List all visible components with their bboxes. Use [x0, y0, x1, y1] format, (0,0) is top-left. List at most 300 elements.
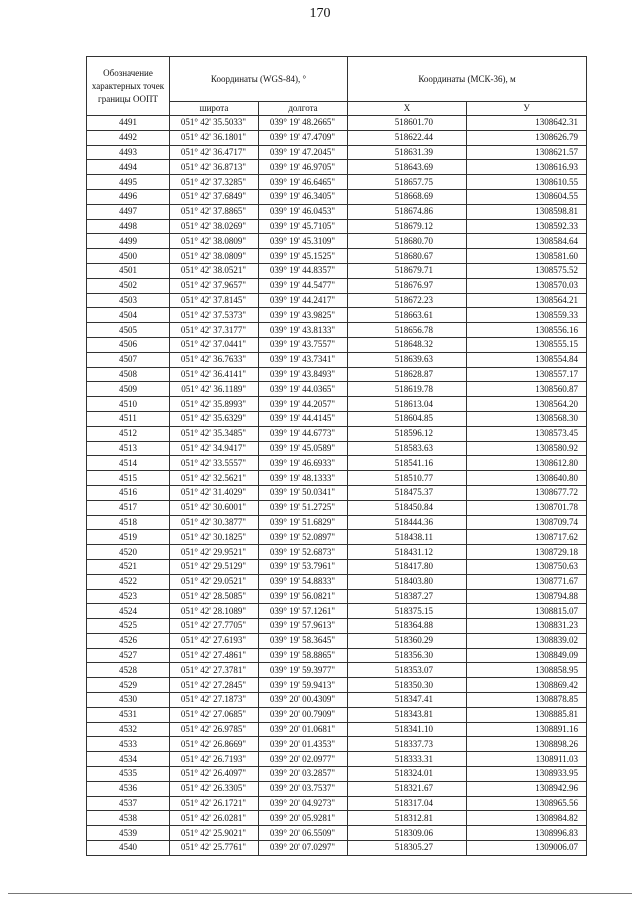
- table-body: [87, 116, 587, 856]
- x-cell: 518622.44: [348, 130, 467, 145]
- longitude-cell: 039° 19' 51.6829": [259, 515, 348, 530]
- x-cell: 518364.88: [348, 619, 467, 634]
- y-cell: 1308598.81: [467, 204, 587, 219]
- latitude-cell: 051° 42' 36.8713": [170, 160, 259, 175]
- x-cell: 518431.12: [348, 545, 467, 560]
- table-row: [87, 633, 587, 648]
- latitude-cell: 051° 42' 26.8669": [170, 737, 259, 752]
- latitude-cell: 051° 42' 38.0269": [170, 219, 259, 234]
- table-row: [87, 841, 587, 856]
- y-cell: 1308729.18: [467, 545, 587, 560]
- x-cell: 518656.78: [348, 323, 467, 338]
- table-row: [87, 323, 587, 338]
- longitude-cell: 039° 19' 43.7557": [259, 337, 348, 352]
- table-row: [87, 397, 587, 412]
- longitude-cell: 039° 19' 44.8357": [259, 263, 348, 278]
- latitude-cell: 051° 42' 36.1189": [170, 382, 259, 397]
- latitude-cell: 051° 42' 31.4029": [170, 485, 259, 500]
- y-cell: 1308849.09: [467, 648, 587, 663]
- x-cell: 518438.11: [348, 530, 467, 545]
- y-cell: 1308581.60: [467, 249, 587, 264]
- latitude-cell: 051° 42' 30.6001": [170, 500, 259, 515]
- point-id-cell: 4495: [87, 175, 170, 190]
- latitude-cell: 051° 42' 37.8145": [170, 293, 259, 308]
- point-id-cell: 4494: [87, 160, 170, 175]
- x-cell: 518601.70: [348, 116, 467, 131]
- longitude-cell: 039° 19' 45.3109": [259, 234, 348, 249]
- table-row: [87, 204, 587, 219]
- table-row: [87, 219, 587, 234]
- latitude-cell: 051° 42' 29.0521": [170, 574, 259, 589]
- longitude-cell: 039° 20' 01.0681": [259, 722, 348, 737]
- point-id-cell: 4533: [87, 737, 170, 752]
- table-row: [87, 752, 587, 767]
- y-cell: 1308564.21: [467, 293, 587, 308]
- x-cell: 518680.70: [348, 234, 467, 249]
- longitude-cell: 039° 19' 46.6933": [259, 456, 348, 471]
- longitude-cell: 039° 19' 45.1525": [259, 249, 348, 264]
- longitude-cell: 039° 19' 44.5477": [259, 278, 348, 293]
- x-cell: 518324.01: [348, 767, 467, 782]
- point-id-cell: 4539: [87, 826, 170, 841]
- y-cell: 1308580.92: [467, 441, 587, 456]
- latitude-cell: 051° 42' 27.1873": [170, 693, 259, 708]
- table-row: [87, 426, 587, 441]
- x-cell: 518663.61: [348, 308, 467, 323]
- x-cell: 518341.10: [348, 722, 467, 737]
- y-cell: 1308556.16: [467, 323, 587, 338]
- x-cell: 518347.41: [348, 693, 467, 708]
- longitude-cell: 039° 19' 52.0897": [259, 530, 348, 545]
- table-row: [87, 559, 587, 574]
- y-cell: 1308557.17: [467, 367, 587, 382]
- table-row: [87, 411, 587, 426]
- x-cell: 518541.16: [348, 456, 467, 471]
- longitude-cell: 039° 19' 57.1261": [259, 604, 348, 619]
- latitude-cell: 051° 42' 26.1721": [170, 796, 259, 811]
- latitude-cell: 051° 42' 27.4861": [170, 648, 259, 663]
- longitude-cell: 039° 19' 44.4145": [259, 411, 348, 426]
- latitude-cell: 051° 42' 34.9417": [170, 441, 259, 456]
- point-id-cell: 4511: [87, 411, 170, 426]
- table-row: [87, 175, 587, 190]
- longitude-cell: 039° 19' 56.0821": [259, 589, 348, 604]
- y-cell: 1308933.95: [467, 767, 587, 782]
- x-cell: 518305.27: [348, 841, 467, 856]
- table-row: [87, 249, 587, 264]
- longitude-cell: 039° 19' 44.6773": [259, 426, 348, 441]
- latitude-cell: 051° 42' 35.5033": [170, 116, 259, 131]
- point-id-cell: 4520: [87, 545, 170, 560]
- y-cell: 1308612.80: [467, 456, 587, 471]
- point-id-cell: 4538: [87, 811, 170, 826]
- y-cell: 1308831.23: [467, 619, 587, 634]
- x-cell: 518674.86: [348, 204, 467, 219]
- y-cell: 1308554.84: [467, 352, 587, 367]
- x-cell: 518360.29: [348, 633, 467, 648]
- point-id-cell: 4517: [87, 500, 170, 515]
- longitude-cell: 039° 19' 52.6873": [259, 545, 348, 560]
- y-cell: 1308626.79: [467, 130, 587, 145]
- longitude-cell: 039° 19' 46.9705": [259, 160, 348, 175]
- table-row: [87, 811, 587, 826]
- latitude-cell: 051° 42' 27.3781": [170, 663, 259, 678]
- table-row: [87, 485, 587, 500]
- longitude-cell: 039° 19' 47.2045": [259, 145, 348, 160]
- point-id-cell: 4507: [87, 352, 170, 367]
- point-id-cell: 4530: [87, 693, 170, 708]
- x-cell: 518613.04: [348, 397, 467, 412]
- table-row: [87, 767, 587, 782]
- latitude-cell: 051° 42' 26.0281": [170, 811, 259, 826]
- point-id-cell: 4519: [87, 530, 170, 545]
- point-id-cell: 4536: [87, 781, 170, 796]
- y-cell: 1308709.74: [467, 515, 587, 530]
- y-cell: 1308592.33: [467, 219, 587, 234]
- point-id-cell: 4513: [87, 441, 170, 456]
- page-number: 170: [309, 6, 331, 21]
- latitude-cell: 051° 42' 26.7193": [170, 752, 259, 767]
- y-cell: 1308717.62: [467, 530, 587, 545]
- point-id-cell: 4528: [87, 663, 170, 678]
- point-id-cell: 4522: [87, 574, 170, 589]
- longitude-header: долгота: [259, 102, 348, 116]
- x-cell: 518343.81: [348, 707, 467, 722]
- y-cell: 1308604.55: [467, 189, 587, 204]
- table-row: [87, 693, 587, 708]
- latitude-cell: 051° 42' 29.5129": [170, 559, 259, 574]
- x-cell: 518444.36: [348, 515, 467, 530]
- y-cell: 1309006.07: [467, 841, 587, 856]
- point-id-cell: 4515: [87, 471, 170, 486]
- y-cell: 1308555.15: [467, 337, 587, 352]
- wgs84-column-header: Координаты (WGS-84), °: [170, 57, 348, 102]
- latitude-cell: 051° 42' 26.3305": [170, 781, 259, 796]
- latitude-cell: 051° 42' 27.6193": [170, 633, 259, 648]
- longitude-cell: 039° 19' 58.8865": [259, 648, 348, 663]
- longitude-cell: 039° 20' 02.0977": [259, 752, 348, 767]
- x-cell: 518350.30: [348, 678, 467, 693]
- table-row: [87, 456, 587, 471]
- x-cell: 518321.67: [348, 781, 467, 796]
- point-id-cell: 4500: [87, 249, 170, 264]
- point-id-cell: 4491: [87, 116, 170, 131]
- latitude-cell: 051° 42' 35.3485": [170, 426, 259, 441]
- table-row: [87, 352, 587, 367]
- y-cell: 1308575.52: [467, 263, 587, 278]
- table-row: [87, 663, 587, 678]
- latitude-cell: 051° 42' 37.9657": [170, 278, 259, 293]
- point-id-cell: 4514: [87, 456, 170, 471]
- msk36-column-header: Координаты (МСК-36), м: [348, 57, 587, 102]
- y-cell: 1308642.31: [467, 116, 587, 131]
- latitude-cell: 051° 42' 37.6849": [170, 189, 259, 204]
- table-row: [87, 515, 587, 530]
- table-row: [87, 337, 587, 352]
- longitude-cell: 039° 20' 03.7537": [259, 781, 348, 796]
- point-id-cell: 4492: [87, 130, 170, 145]
- point-id-cell: 4526: [87, 633, 170, 648]
- x-cell: 518604.85: [348, 411, 467, 426]
- latitude-cell: 051° 42' 29.9521": [170, 545, 259, 560]
- table-row: [87, 545, 587, 560]
- table-row: [87, 308, 587, 323]
- longitude-cell: 039° 19' 43.9825": [259, 308, 348, 323]
- latitude-cell: 051° 42' 36.4717": [170, 145, 259, 160]
- latitude-cell: 051° 42' 35.6329": [170, 411, 259, 426]
- longitude-cell: 039° 19' 54.8833": [259, 574, 348, 589]
- latitude-cell: 051° 42' 26.4097": [170, 767, 259, 782]
- table-row: [87, 234, 587, 249]
- y-cell: 1308965.56: [467, 796, 587, 811]
- latitude-cell: 051° 42' 28.5085": [170, 589, 259, 604]
- point-id-cell: 4498: [87, 219, 170, 234]
- x-cell: 518375.15: [348, 604, 467, 619]
- table-row: [87, 367, 587, 382]
- x-header: X: [348, 102, 467, 116]
- point-id-cell: 4532: [87, 722, 170, 737]
- longitude-cell: 039° 19' 51.2725": [259, 500, 348, 515]
- x-cell: 518510.77: [348, 471, 467, 486]
- table-row: [87, 707, 587, 722]
- table-row: [87, 574, 587, 589]
- latitude-cell: 051° 42' 33.5557": [170, 456, 259, 471]
- point-id-cell: 4493: [87, 145, 170, 160]
- x-cell: 518619.78: [348, 382, 467, 397]
- y-cell: 1308858.95: [467, 663, 587, 678]
- point-id-cell: 4524: [87, 604, 170, 619]
- longitude-cell: 039° 19' 58.3645": [259, 633, 348, 648]
- x-cell: 518309.06: [348, 826, 467, 841]
- longitude-cell: 039° 19' 47.4709": [259, 130, 348, 145]
- latitude-cell: 051° 42' 36.1801": [170, 130, 259, 145]
- point-id-cell: 4531: [87, 707, 170, 722]
- y-cell: 1308621.57: [467, 145, 587, 160]
- y-cell: 1308559.33: [467, 308, 587, 323]
- x-cell: 518353.07: [348, 663, 467, 678]
- latitude-cell: 051° 42' 38.0809": [170, 234, 259, 249]
- table-row: [87, 737, 587, 752]
- table-row: [87, 293, 587, 308]
- x-cell: 518639.63: [348, 352, 467, 367]
- y-cell: 1308701.78: [467, 500, 587, 515]
- table-row: [87, 500, 587, 515]
- table-row: [87, 781, 587, 796]
- point-id-cell: 4518: [87, 515, 170, 530]
- x-cell: 518643.69: [348, 160, 467, 175]
- table-row: [87, 530, 587, 545]
- y-cell: 1308891.16: [467, 722, 587, 737]
- point-id-cell: 4527: [87, 648, 170, 663]
- y-cell: 1308568.30: [467, 411, 587, 426]
- latitude-cell: 051° 42' 30.1825": [170, 530, 259, 545]
- longitude-cell: 039° 19' 45.7105": [259, 219, 348, 234]
- point-id-cell: 4503: [87, 293, 170, 308]
- x-cell: 518679.71: [348, 263, 467, 278]
- latitude-cell: 051° 42' 30.3877": [170, 515, 259, 530]
- point-id-cell: 4516: [87, 485, 170, 500]
- latitude-cell: 051° 42' 37.5373": [170, 308, 259, 323]
- longitude-cell: 039° 19' 44.2417": [259, 293, 348, 308]
- table-row: [87, 619, 587, 634]
- point-id-cell: 4504: [87, 308, 170, 323]
- table-row: [87, 145, 587, 160]
- latitude-cell: 051° 42' 25.9021": [170, 826, 259, 841]
- point-id-cell: 4512: [87, 426, 170, 441]
- point-id-cell: 4508: [87, 367, 170, 382]
- longitude-cell: 039° 20' 01.4353": [259, 737, 348, 752]
- y-cell: 1308898.26: [467, 737, 587, 752]
- longitude-cell: 039° 19' 46.3405": [259, 189, 348, 204]
- point-id-cell: 4537: [87, 796, 170, 811]
- y-cell: 1308610.55: [467, 175, 587, 190]
- latitude-cell: 051° 42' 32.5621": [170, 471, 259, 486]
- x-cell: 518648.32: [348, 337, 467, 352]
- latitude-cell: 051° 42' 36.7633": [170, 352, 259, 367]
- y-cell: 1308815.07: [467, 604, 587, 619]
- point-id-cell: 4496: [87, 189, 170, 204]
- latitude-cell: 051° 42' 27.7705": [170, 619, 259, 634]
- x-cell: 518312.81: [348, 811, 467, 826]
- latitude-cell: 051° 42' 38.0809": [170, 249, 259, 264]
- latitude-cell: 051° 42' 36.4141": [170, 367, 259, 382]
- longitude-cell: 039° 19' 48.2665": [259, 116, 348, 131]
- point-id-cell: 4525: [87, 619, 170, 634]
- y-cell: 1308869.42: [467, 678, 587, 693]
- bottom-rule: [8, 893, 632, 894]
- longitude-cell: 039° 20' 00.7909": [259, 707, 348, 722]
- point-id-cell: 4510: [87, 397, 170, 412]
- y-cell: 1308794.88: [467, 589, 587, 604]
- table-row: [87, 471, 587, 486]
- point-id-cell: 4499: [87, 234, 170, 249]
- x-cell: 518668.69: [348, 189, 467, 204]
- x-cell: 518356.30: [348, 648, 467, 663]
- point-id-cell: 4523: [87, 589, 170, 604]
- y-cell: 1308560.87: [467, 382, 587, 397]
- table-row: [87, 382, 587, 397]
- table-row: [87, 116, 587, 131]
- points-column-header: Обозначение характерных точек границы ООПТ: [87, 57, 170, 116]
- x-cell: 518333.31: [348, 752, 467, 767]
- table-header-row: [87, 57, 587, 102]
- y-cell: 1308771.67: [467, 574, 587, 589]
- y-cell: 1308878.85: [467, 693, 587, 708]
- table-row: [87, 722, 587, 737]
- longitude-cell: 039° 19' 44.0365": [259, 382, 348, 397]
- table-row: [87, 604, 587, 619]
- longitude-cell: 039° 19' 50.0341": [259, 485, 348, 500]
- y-cell: 1308996.83: [467, 826, 587, 841]
- x-cell: 518475.37: [348, 485, 467, 500]
- point-id-cell: 4535: [87, 767, 170, 782]
- longitude-cell: 039° 20' 07.0297": [259, 841, 348, 856]
- table-row: [87, 678, 587, 693]
- x-cell: 518403.80: [348, 574, 467, 589]
- longitude-cell: 039° 19' 46.6465": [259, 175, 348, 190]
- table-row: [87, 441, 587, 456]
- coordinates-table: [86, 56, 587, 856]
- x-cell: 518672.23: [348, 293, 467, 308]
- x-cell: 518631.39: [348, 145, 467, 160]
- latitude-cell: 051° 42' 37.3285": [170, 175, 259, 190]
- table-row: [87, 263, 587, 278]
- longitude-cell: 039° 20' 04.9273": [259, 796, 348, 811]
- point-id-cell: 4529: [87, 678, 170, 693]
- point-id-cell: 4521: [87, 559, 170, 574]
- table-row: [87, 160, 587, 175]
- latitude-cell: 051° 42' 27.0685": [170, 707, 259, 722]
- point-id-cell: 4534: [87, 752, 170, 767]
- latitude-cell: 051° 42' 38.0521": [170, 263, 259, 278]
- table-row: [87, 796, 587, 811]
- y-cell: 1308677.72: [467, 485, 587, 500]
- y-cell: 1308573.45: [467, 426, 587, 441]
- longitude-cell: 039° 19' 43.8133": [259, 323, 348, 338]
- y-cell: 1308640.80: [467, 471, 587, 486]
- point-id-cell: 4502: [87, 278, 170, 293]
- y-cell: 1308616.93: [467, 160, 587, 175]
- y-header: У: [467, 102, 587, 116]
- longitude-cell: 039° 19' 43.7341": [259, 352, 348, 367]
- longitude-cell: 039° 20' 03.2857": [259, 767, 348, 782]
- y-cell: 1308942.96: [467, 781, 587, 796]
- x-cell: 518676.97: [348, 278, 467, 293]
- point-id-cell: 4497: [87, 204, 170, 219]
- longitude-cell: 039° 19' 48.1333": [259, 471, 348, 486]
- y-cell: 1308885.81: [467, 707, 587, 722]
- x-cell: 518596.12: [348, 426, 467, 441]
- table-row: [87, 278, 587, 293]
- x-cell: 518387.27: [348, 589, 467, 604]
- latitude-cell: 051° 42' 28.1089": [170, 604, 259, 619]
- x-cell: 518317.04: [348, 796, 467, 811]
- x-cell: 518680.67: [348, 249, 467, 264]
- longitude-cell: 039° 19' 44.2057": [259, 397, 348, 412]
- y-cell: 1308984.82: [467, 811, 587, 826]
- longitude-cell: 039° 20' 05.9281": [259, 811, 348, 826]
- table-row: [87, 826, 587, 841]
- latitude-cell: 051° 42' 25.7761": [170, 841, 259, 856]
- y-cell: 1308564.20: [467, 397, 587, 412]
- table-row: [87, 648, 587, 663]
- y-cell: 1308750.63: [467, 559, 587, 574]
- latitude-cell: 051° 42' 35.8993": [170, 397, 259, 412]
- longitude-cell: 039° 20' 00.4309": [259, 693, 348, 708]
- table-row: [87, 589, 587, 604]
- point-id-cell: 4505: [87, 323, 170, 338]
- longitude-cell: 039° 19' 43.8493": [259, 367, 348, 382]
- point-id-cell: 4540: [87, 841, 170, 856]
- latitude-cell: 051° 42' 26.9785": [170, 722, 259, 737]
- x-cell: 518657.75: [348, 175, 467, 190]
- y-cell: 1308570.03: [467, 278, 587, 293]
- longitude-cell: 039° 19' 53.7961": [259, 559, 348, 574]
- point-id-cell: 4509: [87, 382, 170, 397]
- y-cell: 1308839.02: [467, 633, 587, 648]
- longitude-cell: 039° 19' 57.9613": [259, 619, 348, 634]
- y-cell: 1308911.03: [467, 752, 587, 767]
- longitude-cell: 039° 19' 59.3977": [259, 663, 348, 678]
- x-cell: 518450.84: [348, 500, 467, 515]
- longitude-cell: 039° 19' 59.9413": [259, 678, 348, 693]
- longitude-cell: 039° 20' 06.5509": [259, 826, 348, 841]
- point-id-cell: 4501: [87, 263, 170, 278]
- longitude-cell: 039° 19' 46.0453": [259, 204, 348, 219]
- latitude-header: широта: [170, 102, 259, 116]
- x-cell: 518679.12: [348, 219, 467, 234]
- latitude-cell: 051° 42' 37.8865": [170, 204, 259, 219]
